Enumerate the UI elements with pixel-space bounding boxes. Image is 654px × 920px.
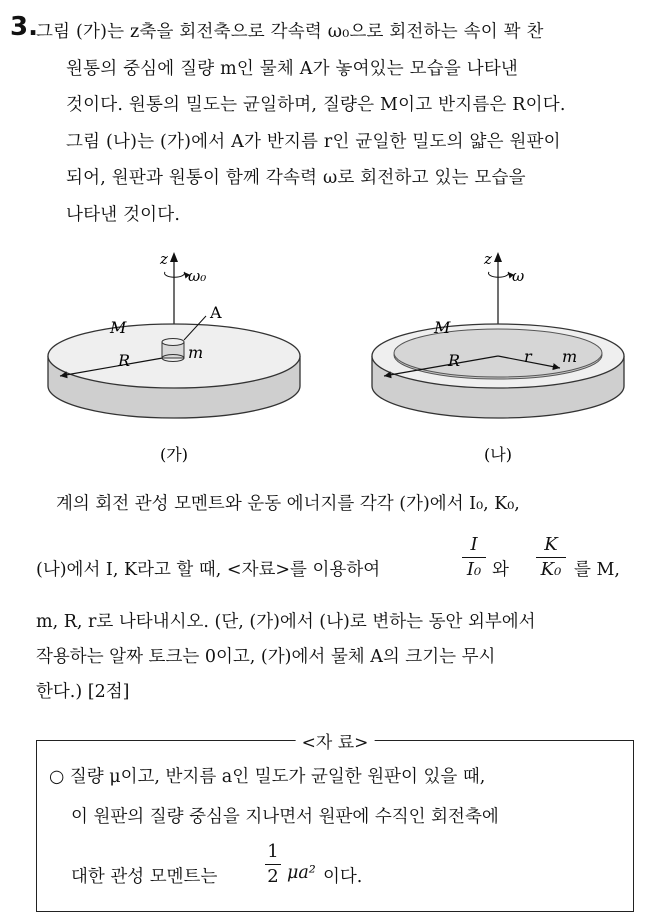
question-line-2	[36, 556, 380, 581]
data-box	[36, 733, 634, 912]
radius-R-label-b: R	[448, 351, 461, 370]
question-line-3: m, R, r로 나타내시오. (단, (가)에서 (나)로 변하는 동안 외부에서	[36, 612, 536, 632]
statement-line-6: 나타낸 것이다.	[66, 204, 181, 225]
question-line-5: 한다.) [2점]	[36, 682, 130, 702]
caption-b: (나)	[484, 445, 512, 464]
question-line-1: 계의 회전 관성 모멘트와 운동 에너지를 각각 (가)에서 I₀, K₀,	[56, 494, 520, 514]
problem-statement	[36, 14, 640, 233]
figure-a-diagram	[48, 250, 300, 464]
question-line-2-mid: 와	[492, 560, 509, 580]
fraction-numerator: K	[544, 534, 558, 555]
mass-M-label-b: M	[434, 318, 451, 337]
statement-line-3: 것이다. 원통의 밀도는 균일하며, 질량은 M이고 반지름은 R이다.	[66, 95, 566, 115]
caption-a: (가)	[160, 445, 188, 464]
statement-line-4: 그림 (나)는 (가)에서 A가 반지름 r인 균일한 밀도의 얇은 원판이	[66, 131, 561, 152]
radius-r-label-b: r	[524, 347, 532, 366]
problem-number: 3.	[10, 12, 38, 42]
radius-R-label-a: R	[118, 351, 131, 370]
z-label-a: z	[160, 250, 168, 268]
mass-m-label-b: m	[562, 347, 578, 366]
fraction-K-over-K0	[536, 534, 566, 581]
figure-b-diagram	[372, 250, 624, 464]
z-label-b: z	[484, 250, 492, 268]
mass-m-label-a: m	[188, 343, 204, 362]
object-a-label: A	[210, 303, 222, 322]
statement-line-1: 그림 (가)는 z축을 회전축으로 각속력 ω₀으로 회전하는 속이 꽉 찬	[36, 22, 544, 42]
fraction-denominator: I₀	[466, 559, 482, 580]
omega-label-b: ω	[512, 267, 525, 285]
statement-line-5: 되어, 원판과 원통이 함께 각속력 ω로 회전하고 있는 모습을	[66, 168, 526, 188]
fraction-denominator: 2	[267, 866, 279, 887]
fraction-numerator: 1	[267, 841, 279, 862]
figures	[0, 248, 654, 478]
fraction-I-over-I0	[462, 534, 486, 581]
question-line-2-pre: (나)에서 I, K라고 할 때, <자료>를 이용하여	[36, 560, 381, 580]
data-line-3-pre: 대한 관성 모멘트는	[71, 867, 218, 887]
data-box-title: <자 료>	[296, 728, 375, 753]
fraction-denominator: K₀	[540, 559, 562, 580]
data-line-3-post: 이다.	[323, 867, 363, 887]
data-line-2: 이 원판의 질량 중심을 지나면서 원판에 수직인 회전축에	[71, 807, 499, 827]
fraction-one-half	[265, 841, 281, 888]
question-line-4: 작용하는 알짜 토크는 0이고, (가)에서 물체 A의 크기는 무시	[36, 647, 496, 667]
data-line-1: ○ 질량 μ이고, 반지름 a인 밀도가 균일한 원판이 있을 때,	[49, 767, 486, 787]
statement-line-2: 원통의 중심에 질량 m인 물체 A가 놓여있는 모습을 나타낸	[66, 58, 519, 79]
data-formula: μa²	[287, 863, 316, 883]
omega-label-a: ω₀	[188, 267, 207, 285]
mass-M-label-a: M	[110, 318, 127, 337]
question-line-2-post: 를 M,	[574, 560, 620, 580]
fraction-numerator: I	[470, 534, 478, 555]
